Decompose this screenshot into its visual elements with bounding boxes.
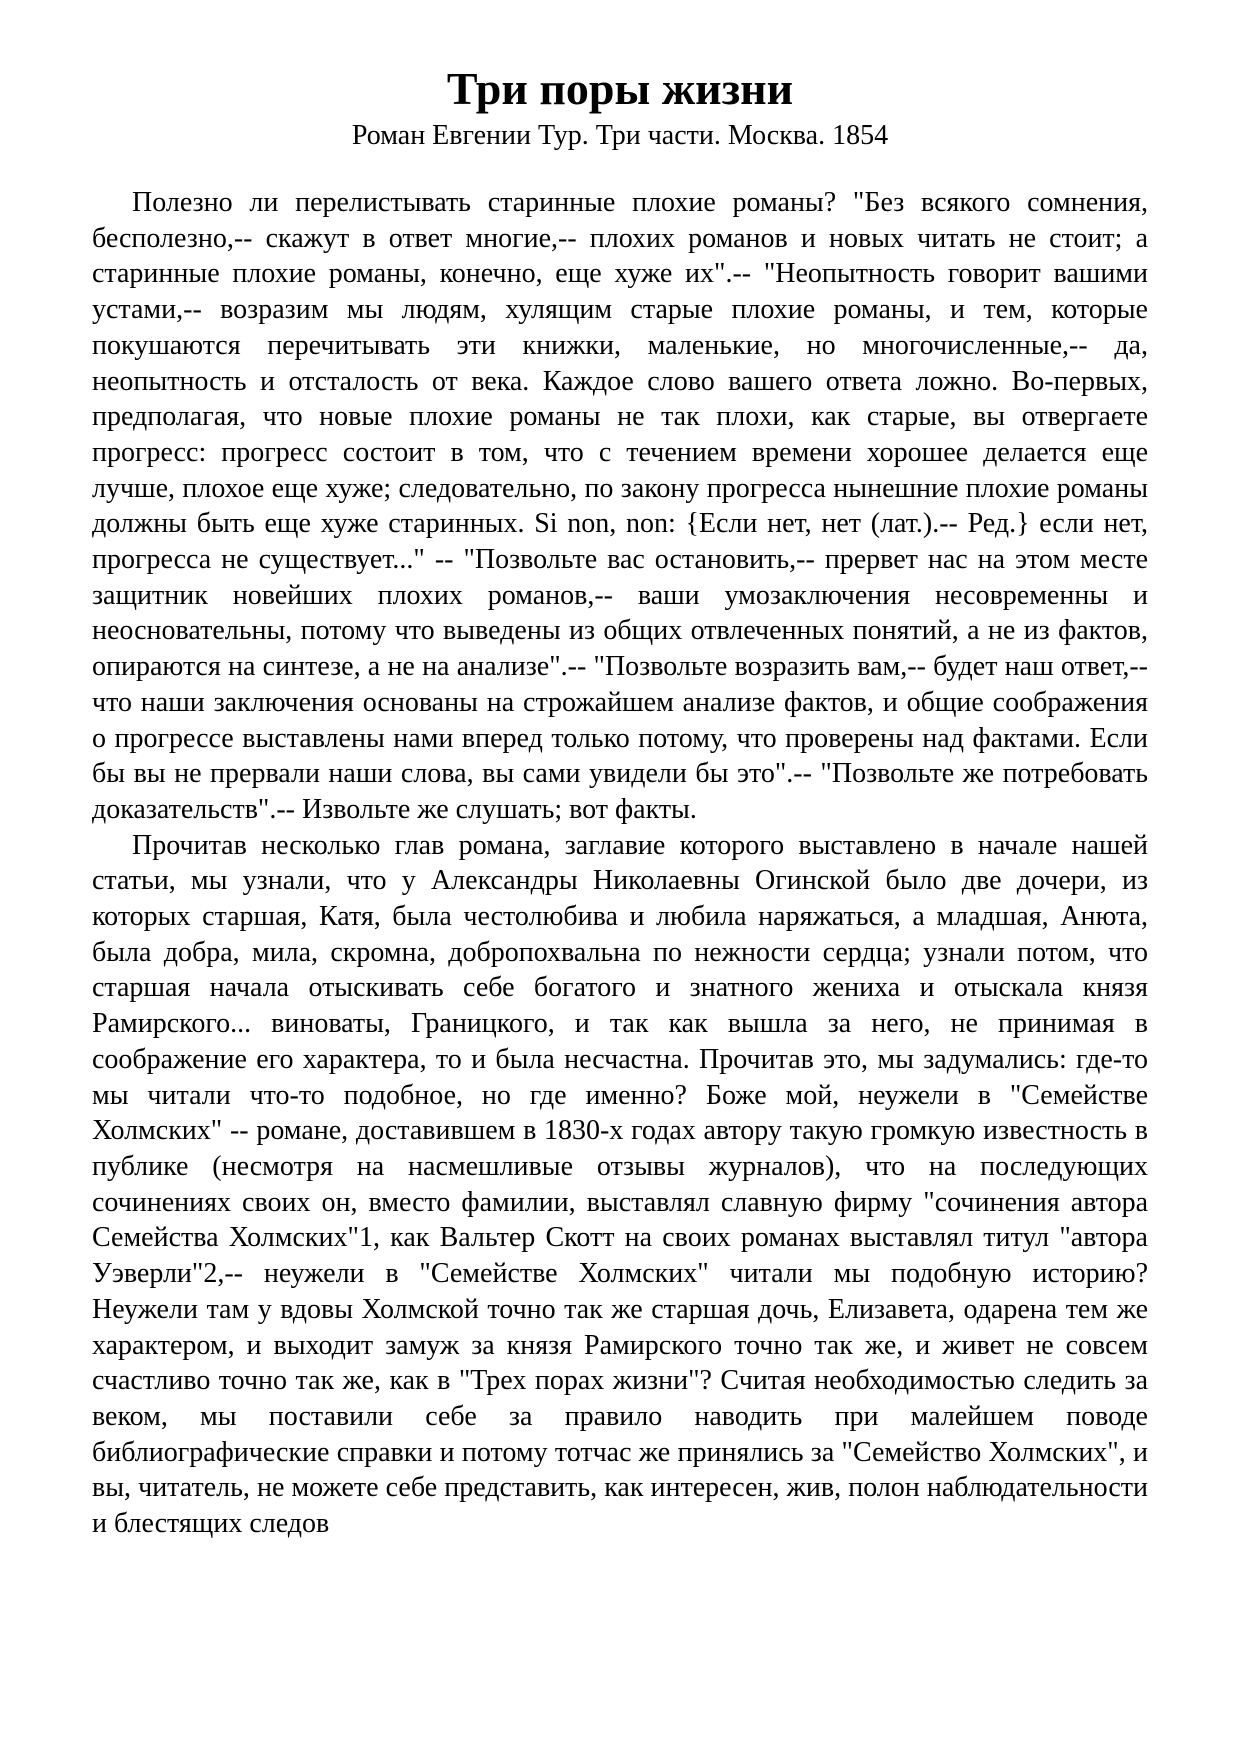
document-subtitle: Роман Евгении Тур. Три части. Москва. 1854 — [351, 120, 889, 151]
document-page — [92, 60, 1148, 1542]
document-title: Три поры жизни — [446, 63, 794, 114]
paragraph-1: Полезно ли перелистывать старинные плохие романы? "Без всякого сомнения, бесполезно,-- скажут в ответ многие,-- плохих романов и новых читать не стоит; а старинные плохие романы, конечно, еще хуже их".-- "Неопытность говорит вашими устами,-- возразим мы людям, хулящим старые плохие романы, и тем, которые покушаются перечитывать эти книжки, маленькие, но многочисленные,-- да, неопытность и отсталость от века. Каждое слово вашего ответа ложно. Во-первых, предполагая, что новые плохие романы не так плохи, как старые, вы отвергаете прогресс: прогресс состоит в том, что с течением времени хорошее делается еще лучше, плохое еще хуже; следовательно, по закону прогресса нынешние плохие романы должны быть еще хуже старинных. Si non, non: {Если нет, нет (лат.).-- Ред.} если нет, прогресса не существует..." -- "Позвольте вас остановить,-- прервет нас на этом месте защитник новейших плохих романов,-- ваши умозаключения несовременны и неосновательны, потому что выведены из общих отвлеченных понятий, а не из фактов, опираются на синтезе, а не на анализе".-- "Позвольте возразить вам,-- будет наш ответ,-- что наши заключения основаны на строжайшем анализе фактов, и общие соображения о прогрессе выставлены нами вперед только потому, что проверены над фактами. Если бы вы не прервали наши слова, вы сами увидели бы это".-- "Позвольте же потребовать доказательств".-- Извольте же слушать; вот факты. — [92, 187, 1148, 825]
paragraph-2: Прочитав несколько глав романа, заглавие которого выставлено в начале нашей статьи, мы узнали, что у Александры Николаевны Огинской было две дочери, из которых старшая, Катя, была честолюбива и любила наряжаться, а младшая, Анюта, была добра, мила, скромна, добропохвальна по нежности сердца; узнали потом, что старшая начала отыскивать себе богатого и знатного жениха и отыскала князя Рамирского... виноваты, Границкого, и так как вышла за него, не принимая в соображение его характера, то и была несчастна. Прочитав это, мы задумались: где-то мы читали что-то подобное, но где именно? Боже мой, неужели в "Семействе Холмских" -- романе, доставившем в 1830-х годах автору такую громкую известность в публике (несмотря на насмешливые отзывы журналов), что на последующих сочинениях своих он, вместо фамилии, выставлял славную фирму "сочинения автора Семейства Холмских"1, как Вальтер Скотт на своих романах выставлял титул "автора Уэверли"2,-- неужели в "Семействе Холмских" читали мы подобную историю? Неужели там у вдовы Холмской точно так же старшая дочь, Елизавета, одарена тем же характером, и выходит замуж за князя Рамирского точно так же, и живет не совсем счастливо точно так же, как в "Трех порах жизни"? Считая необходимостью следить за веком, мы поставили себе за правило наводить при малейшем поводе библиографические справки и потому тотчас же принялись за "Семейство Холмских", и вы, читатель, не можете себе представить, как интересен, жив, полон наблюдательности и блестящих следов — [92, 829, 1148, 1540]
